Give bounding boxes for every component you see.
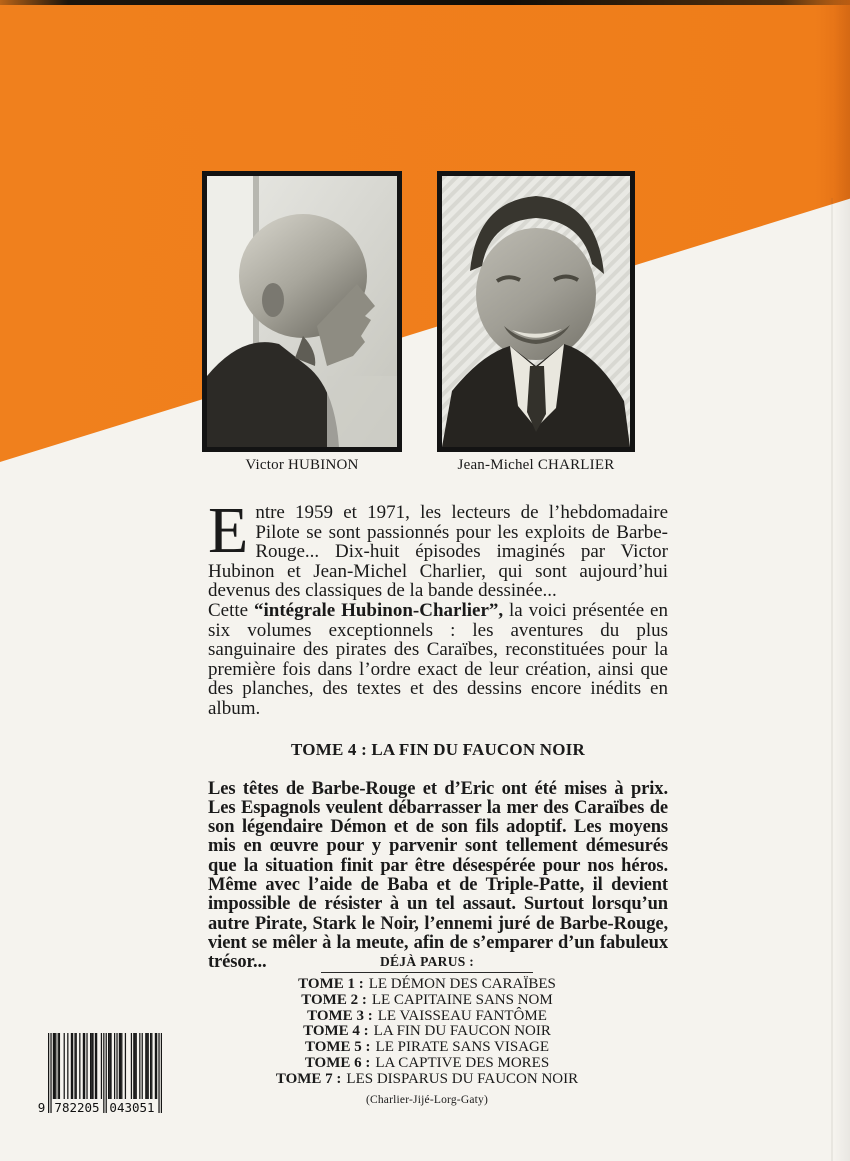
- authors-credit: (Charlier-Jijé-Lorg-Gaty): [365, 1093, 489, 1106]
- tome-list-item: [0, 977, 850, 993]
- intro-paragraph: [208, 494, 668, 602]
- tome-4-heading: TOME 4 : LA FIN DU FAUCON NOIR: [291, 739, 585, 759]
- tome-label: TOME 6 :: [304, 1054, 371, 1071]
- heading-rule: [321, 972, 533, 973]
- hubinon-caption: Victor HUBINON: [245, 457, 359, 473]
- presentation-paragraph: [208, 601, 668, 719]
- barcode-digit-group1: 782205: [53, 1099, 101, 1119]
- tome-title: LES DISPARUS DU FAUCON NOIR: [346, 1070, 579, 1087]
- already-published-heading: DÉJÀ PARUS :: [379, 954, 475, 969]
- ean-barcode: [36, 1033, 164, 1125]
- presentation-bold: “intégrale Hubinon-Charlier”,: [253, 599, 504, 621]
- tome-list-item: [0, 993, 850, 1009]
- barcode-digit-left: 9: [37, 1100, 46, 1115]
- tome-list-item: [0, 1009, 850, 1025]
- presentation-before: Cette: [208, 599, 254, 621]
- hubinon-portrait-photo: [202, 171, 402, 452]
- intro-text: ntre 1959 et 1971, les lecteurs de l’hebdomadaire Pilote se sont passionnés pour les exploits de Barbe-Rouge... Dix-huit épisodes imaginés par Victor Hubinon et Jean-Michel Charlier, qui sont aujourd’hui devenus des classiques de la bande dessinée...: [208, 502, 668, 602]
- hubinon-photo-art: [207, 176, 397, 447]
- tome-label: TOME 2 :: [301, 991, 367, 1008]
- charlier-portrait-photo: [437, 171, 635, 452]
- barcode-digit-group2: 043051: [108, 1099, 156, 1119]
- top-edge-shadow: [0, 0, 850, 5]
- back-cover-text-column: [208, 494, 668, 973]
- tome-title: LE VAISSEAU FANTÔME: [377, 1007, 547, 1024]
- tome-label: TOME 7 :: [275, 1070, 342, 1087]
- presentation-after: la voici présentée en six volumes exceptionnels : les aventures du plus sanguinaire des pirates des Caraïbes, reconstituées pour la première fois dans l’ordre exact de leur création, ainsi que des planches, des textes et des dessins encore inédits en album.: [208, 599, 668, 719]
- tome-title: LA CAPTIVE DES MORES: [375, 1054, 550, 1071]
- tome-title: LA FIN DU FAUCON NOIR: [373, 1023, 551, 1040]
- tome-label: TOME 4 :: [303, 1023, 369, 1040]
- tome-label: TOME 3 :: [307, 1007, 373, 1024]
- tome-title: LE DÉMON DES CARAÏBES: [368, 976, 556, 992]
- charlier-caption: Jean-Michel CHARLIER: [457, 457, 615, 473]
- orange-diagonal-banner: [0, 0, 850, 462]
- charlier-photo-art: [442, 176, 630, 447]
- tome-title: LE PIRATE SANS VISAGE: [375, 1039, 550, 1056]
- synopsis-paragraph: Les têtes de Barbe-Rouge et d’Eric ont été mises à prix. Les Espagnols veulent débarrasser la mer des Caraïbes de son légendaire Démon et de son fils adoptif. Les moyens mis en œuvre pour y parvenir sont tellement démesurés que la situation finit par être désespérée pour nos héros. Même avec l’aide de Baba et de Triple-Patte, il devient impossible de résister à un tel assaut. Surtout lorsqu’un autre Pirate, Stark le Noir, l’ennemi juré de Barbe-Rouge, vient se mêler à la meute, afin de s’emparer d’un fabuleux trésor...: [208, 778, 668, 973]
- tome-label: TOME 5 :: [304, 1039, 371, 1056]
- drop-cap: E: [208, 494, 249, 567]
- tome-title: LE CAPITAINE SANS NOM: [371, 991, 553, 1008]
- tome-label: TOME 1 :: [298, 976, 364, 992]
